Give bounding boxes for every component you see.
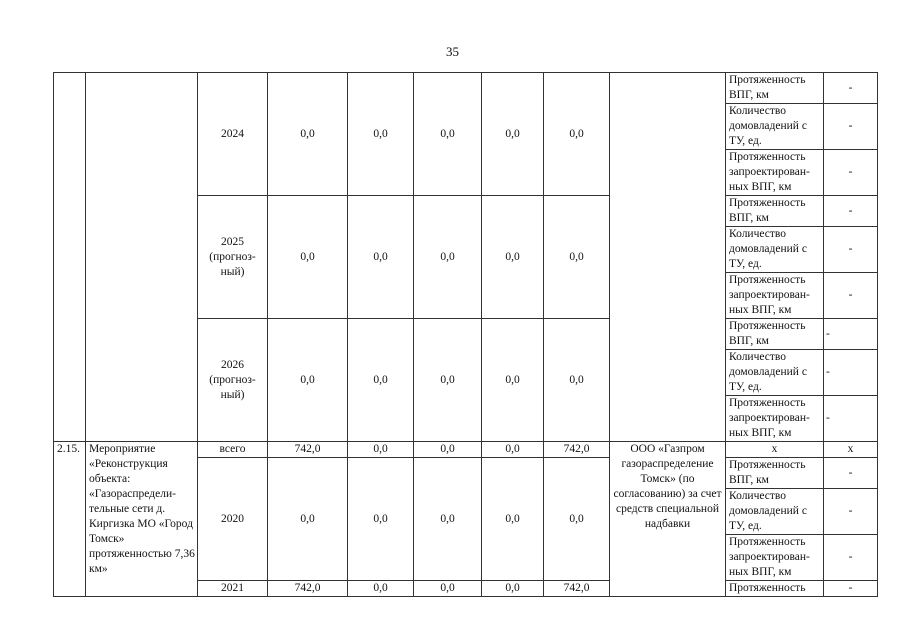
indicator-value: - <box>824 350 878 396</box>
value-cell: 0,0 <box>348 196 414 319</box>
value-cell: 0,0 <box>482 73 544 196</box>
indicator-label: Протяженность ВПГ, км <box>726 73 824 104</box>
value-cell: 0,0 <box>482 442 544 458</box>
value-cell: 0,0 <box>268 196 348 319</box>
value-cell: 742,0 <box>268 581 348 597</box>
year-cell: 2021 <box>198 581 268 597</box>
item-title: Мероприятие «Реконструкция объекта: «Газораспредели-тельные сети д. Киргизка МО «Город Томск» протяженностью 7,36 км» <box>86 442 198 597</box>
value-cell: 0,0 <box>414 319 482 442</box>
value-cell: 0,0 <box>414 196 482 319</box>
executor-cell-empty <box>610 73 726 442</box>
value-cell: 0,0 <box>544 73 610 196</box>
year-label: 2026 <box>221 358 244 371</box>
value-cell: 0,0 <box>414 442 482 458</box>
indicator-value: - <box>824 581 878 597</box>
page-number: 35 <box>446 44 459 59</box>
value-cell: 0,0 <box>544 196 610 319</box>
indicator-value: - <box>824 458 878 489</box>
value-cell: 742,0 <box>544 442 610 458</box>
indicator-value: x <box>824 442 878 458</box>
value-cell: 0,0 <box>414 73 482 196</box>
year-note: (прогноз-ный) <box>209 250 256 278</box>
indicator-value: - <box>824 196 878 227</box>
indicator-value: - <box>824 227 878 273</box>
value-cell: 0,0 <box>348 458 414 581</box>
indicator-label: Количество домовладений с ТУ, ед. <box>726 350 824 396</box>
value-cell: 0,0 <box>414 458 482 581</box>
indicator-label: Протяженность ВПГ, км <box>726 196 824 227</box>
value-cell: 0,0 <box>268 458 348 581</box>
indicator-value: - <box>824 535 878 581</box>
value-cell: 0,0 <box>482 458 544 581</box>
indicator-label: Протяженность запроектирован-ных ВПГ, км <box>726 396 824 442</box>
year-cell <box>198 319 268 442</box>
value-cell: 0,0 <box>482 319 544 442</box>
indicator-label: Протяженность ВПГ, км <box>726 319 824 350</box>
indicator-label: Количество домовладений с ТУ, ед. <box>726 227 824 273</box>
indicator-label: Количество домовладений с ТУ, ед. <box>726 104 824 150</box>
year-cell: 2024 <box>198 73 268 196</box>
value-cell: 0,0 <box>348 581 414 597</box>
executor-cell: ООО «Газпром газораспределение Томск» (по согласованию) за счет средств специальной надбавки <box>610 442 726 597</box>
indicator-label: x <box>726 442 824 458</box>
value-cell: 0,0 <box>544 319 610 442</box>
value-cell: 0,0 <box>348 319 414 442</box>
year-cell: всего <box>198 442 268 458</box>
item-number: 2.15. <box>54 442 86 597</box>
indicator-label: Протяженность ВПГ, км <box>726 458 824 489</box>
indicator-value: - <box>824 150 878 196</box>
indicator-label: Протяженность запроектирован-ных ВПГ, км <box>726 273 824 319</box>
year-note: (прогноз-ный) <box>209 373 256 401</box>
value-cell: 0,0 <box>348 73 414 196</box>
value-cell: 0,0 <box>482 581 544 597</box>
indicator-value: - <box>824 273 878 319</box>
value-cell: 0,0 <box>268 319 348 442</box>
year-cell: 2020 <box>198 458 268 581</box>
indicator-value: - <box>824 104 878 150</box>
value-cell: 742,0 <box>268 442 348 458</box>
value-cell: 0,0 <box>414 581 482 597</box>
indicator-label: Протяженность запроектирован-ных ВПГ, км <box>726 150 824 196</box>
indicator-label: Количество домовладений с ТУ, ед. <box>726 489 824 535</box>
value-cell: 0,0 <box>348 442 414 458</box>
title-cell-empty <box>86 73 198 442</box>
year-label: 2025 <box>221 235 244 248</box>
indicator-value: - <box>824 489 878 535</box>
program-table <box>53 72 878 597</box>
value-cell: 0,0 <box>544 458 610 581</box>
indicator-label: Протяженность <box>726 581 824 597</box>
number-cell-empty <box>54 73 86 442</box>
value-cell: 742,0 <box>544 581 610 597</box>
value-cell: 0,0 <box>268 73 348 196</box>
year-cell <box>198 196 268 319</box>
indicator-value: - <box>824 73 878 104</box>
indicator-value: - <box>824 319 878 350</box>
indicator-value: - <box>824 396 878 442</box>
value-cell: 0,0 <box>482 196 544 319</box>
indicator-label: Протяженность запроектирован-ных ВПГ, км <box>726 535 824 581</box>
